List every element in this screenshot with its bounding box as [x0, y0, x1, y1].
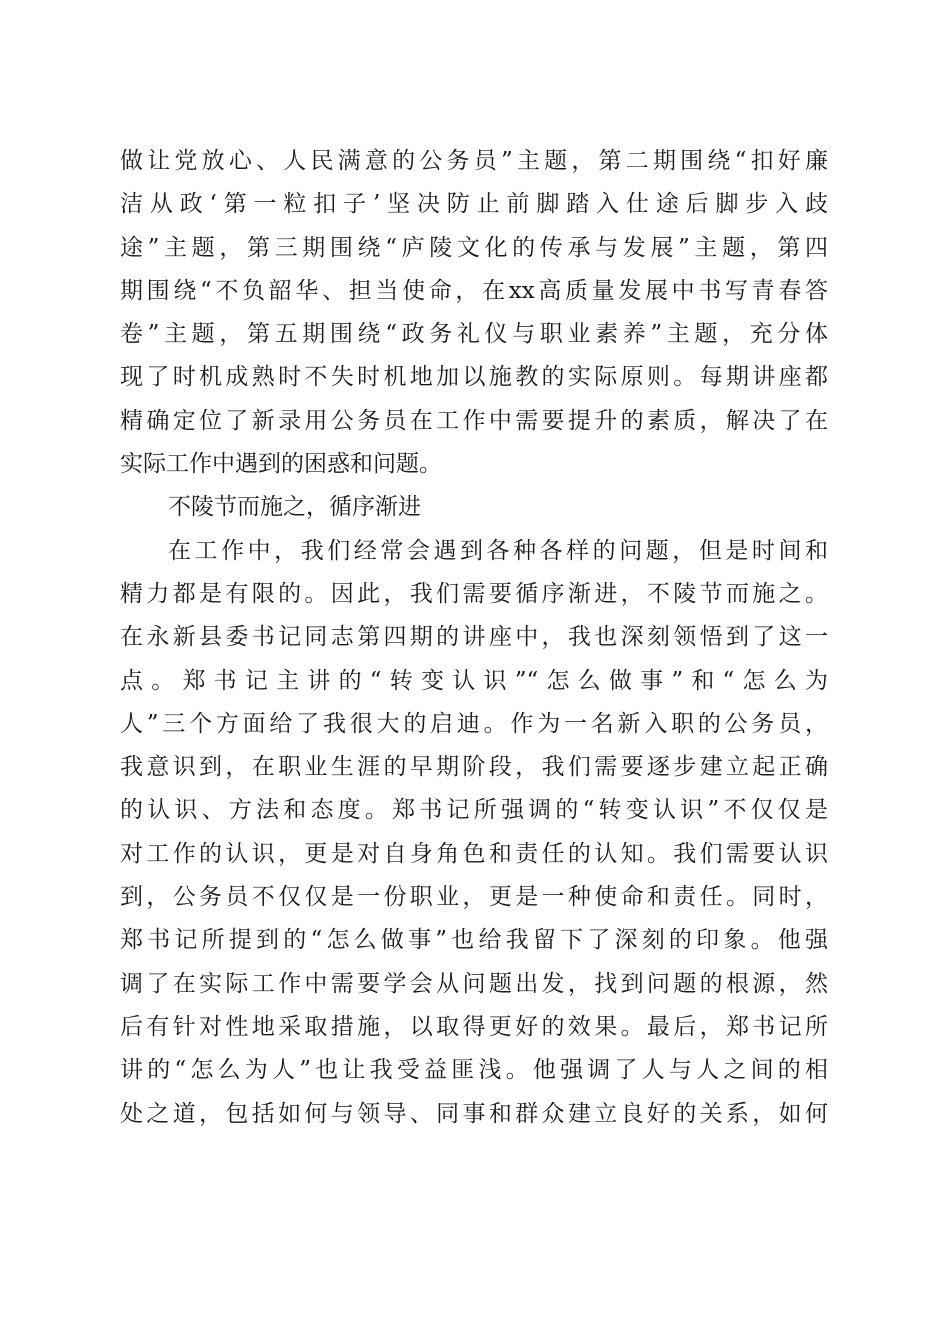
body-line: 实际工作中遇到的困惑和问题。: [120, 451, 442, 478]
body-line: 点。郑书记主讲的“转变认识”“怎么做事”和“怎么为: [120, 667, 828, 694]
body-line: 卷”主题，第五期围绕“政务礼仪与职业素养”主题，充分体: [120, 321, 828, 348]
body-line: 处之道，包括如何与领导、同事和群众建立良好的关系，如何: [120, 1100, 828, 1127]
body-line: 讲的“怎么为人”也让我受益匪浅。他强调了人与人之间的相: [120, 1057, 828, 1084]
body-line: 到，公务员不仅仅是一份职业，更是一种使命和责任。同时，: [120, 884, 828, 911]
body-line: 期围绕“不负韶华、担当使命，在xx高质量发展中书写青春答: [120, 277, 828, 304]
body-line: 的认识、方法和态度。郑书记所强调的“转变认识”不仅仅是: [120, 797, 828, 824]
body-line: 后有针对性地采取措施，以取得更好的效果。最后，郑书记所: [120, 1013, 828, 1040]
body-line: 调了在实际工作中需要学会从问题出发，找到问题的根源，然: [120, 970, 828, 997]
section-heading: 不陵节而施之，循序渐进: [168, 494, 421, 521]
body-line: 我意识到，在职业生涯的早期阶段，我们需要逐步建立起正确: [120, 754, 828, 781]
body-line: 精力都是有限的。因此，我们需要循序渐进，不陵节而施之。: [120, 580, 828, 607]
body-line: 途”主题，第三期围绕“庐陵文化的传承与发展”主题，第四: [120, 234, 828, 261]
body-line: 现了时机成熟时不失时机地加以施教的实际原则。每期讲座都: [120, 364, 828, 391]
body-line: 人”三个方面给了我很大的启迪。作为一名新入职的公务员，: [120, 710, 828, 737]
body-line: 郑书记所提到的“怎么做事”也给我留下了深刻的印象。他强: [120, 927, 828, 954]
body-line: 洁从政‘第一粒扣子’坚决防止前脚踏入仕途后脚步入歧: [120, 191, 828, 218]
document-body: [120, 140, 828, 1136]
body-line: 在工作中，我们经常会遇到各种各样的问题，但是时间和: [168, 537, 828, 564]
body-line: 在永新县委书记同志第四期的讲座中，我也深刻领悟到了这一: [120, 624, 828, 651]
body-line: 对工作的认识，更是对自身角色和责任的认知。我们需要认识: [120, 840, 828, 867]
body-line: 做让党放心、人民满意的公务员”主题，第二期围绕“扣好廉: [120, 148, 828, 174]
body-line: 精确定位了新录用公务员在工作中需要提升的素质，解决了在: [120, 407, 828, 434]
